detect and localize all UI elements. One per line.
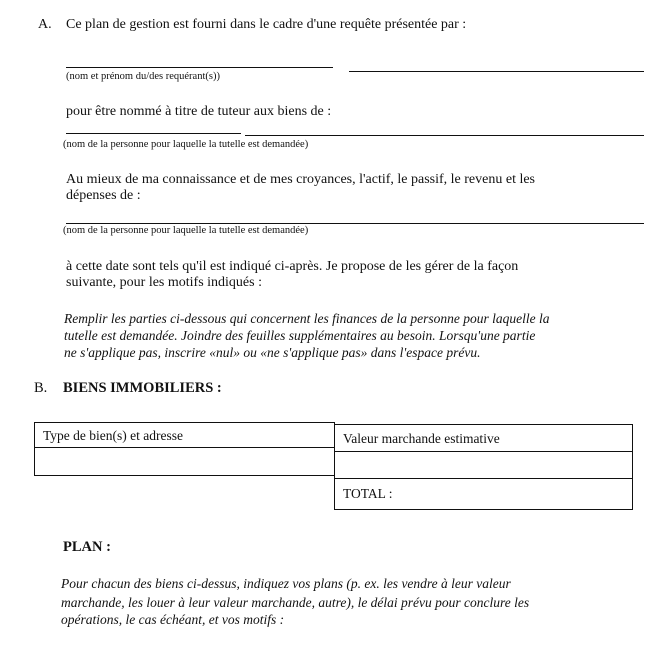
section-a-letter: A. <box>38 17 52 32</box>
caption-person-2: (nom de la personne pour laquelle la tutelle est demandée) <box>63 225 309 236</box>
date-text-line-2: suivante, pour les motifs indiqués : <box>66 275 262 290</box>
section-b-letter: B. <box>34 380 48 396</box>
property-column-header: Type de bien(s) et adresse <box>43 428 183 443</box>
instructions-line-2: tutelle est demandée. Joindre des feuilles supplémentaires au besoin. Lorsqu'une partie <box>64 328 536 343</box>
instructions-line-3: ne s'applique pas, inscrire «nul» ou «ne s'applique pas» dans l'espace prévu. <box>64 345 481 360</box>
knowledge-text-line-2: dépenses de : <box>66 188 141 203</box>
value-column-header: Valeur marchande estimative <box>343 431 500 446</box>
total-input-cell[interactable] <box>400 481 630 508</box>
section-b-title: BIENS IMMOBILIERS : <box>63 380 222 396</box>
instructions-line-1: Remplir les parties ci-dessous qui concernent les finances de la personne pour laquelle la <box>64 311 550 326</box>
value-input-cell[interactable] <box>336 453 631 477</box>
date-text-line-1: à cette date sont tels qu'il est indiqué ci-après. Je propose de les gérer de la façon <box>66 259 519 274</box>
requester-line-2[interactable] <box>349 71 644 72</box>
person-line-1b[interactable] <box>245 135 644 136</box>
property-row-divider <box>34 447 335 448</box>
knowledge-text-line-1: Au mieux de ma connaissance et de mes croyances, l'actif, le passif, le revenu et les <box>66 172 536 187</box>
section-a-intro: Ce plan de gestion est fourni dans le cadre d'une requête présentée par : <box>66 17 467 32</box>
value-row-divider-2 <box>334 478 633 479</box>
caption-person-1: (nom de la personne pour laquelle la tutelle est demandée) <box>63 139 309 150</box>
requester-line-1[interactable] <box>66 67 333 68</box>
plan-instructions-line-2: marchande, les louer à leur valeur marchande, autre), le délai prévu pour conclure les <box>61 595 530 610</box>
appointment-text: pour être nommé à titre de tuteur aux biens de : <box>66 104 332 119</box>
plan-instructions-line-1: Pour chacun des biens ci-dessus, indiquez vos plans (p. ex. les vendre à leur valeur <box>61 576 511 591</box>
property-input-cell[interactable] <box>36 449 333 474</box>
caption-requester: (nom et prénom du/des requérant(s)) <box>66 71 220 82</box>
person-line-2[interactable] <box>66 223 644 224</box>
person-line-1a[interactable] <box>66 133 241 134</box>
plan-instructions-line-3: opérations, le cas échéant, et vos motifs : <box>61 612 285 627</box>
plan-title: PLAN : <box>63 539 111 555</box>
total-label: TOTAL : <box>343 486 393 501</box>
value-row-divider-1 <box>334 451 633 452</box>
